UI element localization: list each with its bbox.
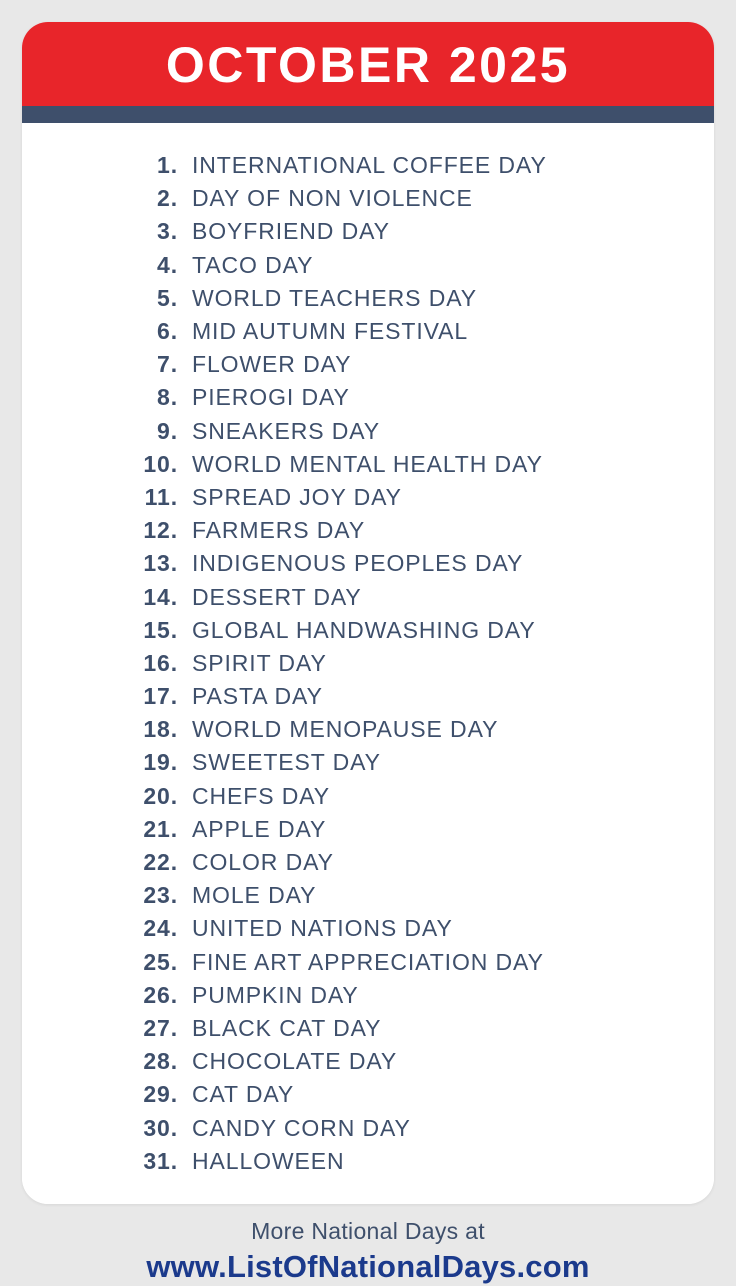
list-item xyxy=(134,1045,714,1078)
day-number: 10. xyxy=(143,450,178,477)
header-divider xyxy=(22,106,714,123)
list-item xyxy=(134,182,714,215)
list-item xyxy=(134,846,714,879)
day-number: 21. xyxy=(143,815,178,842)
day-label: SWEETEST DAY xyxy=(192,749,381,776)
day-number: 4. xyxy=(157,251,178,278)
day-label: TACO DAY xyxy=(192,251,314,278)
list-item xyxy=(134,580,714,613)
list-item xyxy=(134,1012,714,1045)
list-item xyxy=(134,514,714,547)
day-label: COLOR DAY xyxy=(192,849,334,876)
day-label: MID AUTUMN FESTIVAL xyxy=(192,318,469,345)
day-number: 17. xyxy=(143,683,178,710)
day-label: SPREAD JOY DAY xyxy=(192,483,402,510)
list-item xyxy=(134,149,714,182)
footer xyxy=(22,1204,714,1286)
day-number: 2. xyxy=(157,185,178,212)
day-number: 26. xyxy=(143,981,178,1008)
list-item xyxy=(134,746,714,779)
day-label: PIEROGI DAY xyxy=(192,384,350,411)
list-item xyxy=(134,979,714,1012)
day-label: WORLD MENOPAUSE DAY xyxy=(192,716,499,743)
day-label: WORLD MENTAL HEALTH DAY xyxy=(192,450,543,477)
day-number: 24. xyxy=(143,915,178,942)
day-label: DESSERT DAY xyxy=(192,583,362,610)
day-number: 5. xyxy=(157,284,178,311)
list-item xyxy=(134,215,714,248)
day-label: UNITED NATIONS DAY xyxy=(192,915,453,942)
list-item xyxy=(134,713,714,746)
day-label: APPLE DAY xyxy=(192,815,327,842)
day-label: BOYFRIEND DAY xyxy=(192,218,390,245)
day-label: SPIRIT DAY xyxy=(192,649,327,676)
day-label: PASTA DAY xyxy=(192,683,323,710)
day-label: FARMERS DAY xyxy=(192,517,366,544)
day-label: CHOCOLATE DAY xyxy=(192,1048,398,1075)
day-label: CHEFS DAY xyxy=(192,782,331,809)
day-number: 20. xyxy=(143,782,178,809)
list-item xyxy=(134,348,714,381)
day-number: 12. xyxy=(143,517,178,544)
day-number: 28. xyxy=(143,1048,178,1075)
day-number: 14. xyxy=(143,583,178,610)
day-label: HALLOWEEN xyxy=(192,1147,345,1174)
day-number: 16. xyxy=(143,649,178,676)
list-item xyxy=(134,547,714,580)
list-item xyxy=(134,381,714,414)
list-item xyxy=(134,912,714,945)
day-number: 11. xyxy=(144,483,178,510)
day-label: BLACK CAT DAY xyxy=(192,1014,382,1041)
calendar-card xyxy=(22,22,714,1204)
day-label: MOLE DAY xyxy=(192,882,317,909)
day-number: 22. xyxy=(143,849,178,876)
days-list-container xyxy=(22,123,714,1204)
day-label: SNEAKERS DAY xyxy=(192,417,381,444)
days-list xyxy=(22,149,714,1178)
day-number: 27. xyxy=(143,1014,178,1041)
day-label: PUMPKIN DAY xyxy=(192,981,359,1008)
header-banner xyxy=(22,22,714,106)
footer-website-link[interactable]: www.ListOfNationalDays.com xyxy=(146,1248,590,1284)
day-label: CAT DAY xyxy=(192,1081,295,1108)
day-label: WORLD TEACHERS DAY xyxy=(192,284,478,311)
day-label: FLOWER DAY xyxy=(192,351,352,378)
day-number: 18. xyxy=(143,716,178,743)
day-label: CANDY CORN DAY xyxy=(192,1114,411,1141)
list-item xyxy=(134,249,714,282)
day-label: GLOBAL HANDWASHING DAY xyxy=(192,616,536,643)
day-number: 13. xyxy=(143,550,178,577)
day-number: 25. xyxy=(143,948,178,975)
day-number: 7. xyxy=(157,351,178,378)
list-item xyxy=(134,680,714,713)
list-item xyxy=(134,282,714,315)
day-number: 8. xyxy=(157,384,178,411)
list-item xyxy=(134,780,714,813)
list-item xyxy=(134,1078,714,1111)
day-number: 23. xyxy=(143,882,178,909)
list-item xyxy=(134,415,714,448)
day-number: 6. xyxy=(157,318,178,345)
list-item xyxy=(134,647,714,680)
day-number: 19. xyxy=(143,749,178,776)
page-title: OCTOBER 2025 xyxy=(165,37,571,93)
day-number: 30. xyxy=(143,1114,178,1141)
list-item xyxy=(134,614,714,647)
list-item xyxy=(134,1111,714,1144)
day-number: 15. xyxy=(143,616,178,643)
day-number: 31. xyxy=(143,1147,178,1174)
day-number: 1. xyxy=(157,152,178,179)
list-item xyxy=(134,315,714,348)
day-label: FINE ART APPRECIATION DAY xyxy=(192,948,544,975)
day-label: INTERNATIONAL COFFEE DAY xyxy=(192,152,547,179)
day-number: 29. xyxy=(143,1081,178,1108)
day-number: 9. xyxy=(157,417,178,444)
list-item xyxy=(134,879,714,912)
list-item xyxy=(134,813,714,846)
list-item xyxy=(134,1145,714,1178)
day-label: INDIGENOUS PEOPLES DAY xyxy=(192,550,524,577)
list-item xyxy=(134,481,714,514)
list-item xyxy=(134,946,714,979)
footer-tagline: More National Days at xyxy=(251,1217,485,1244)
day-label: DAY OF NON VIOLENCE xyxy=(192,185,473,212)
list-item xyxy=(134,448,714,481)
day-number: 3. xyxy=(157,218,178,245)
